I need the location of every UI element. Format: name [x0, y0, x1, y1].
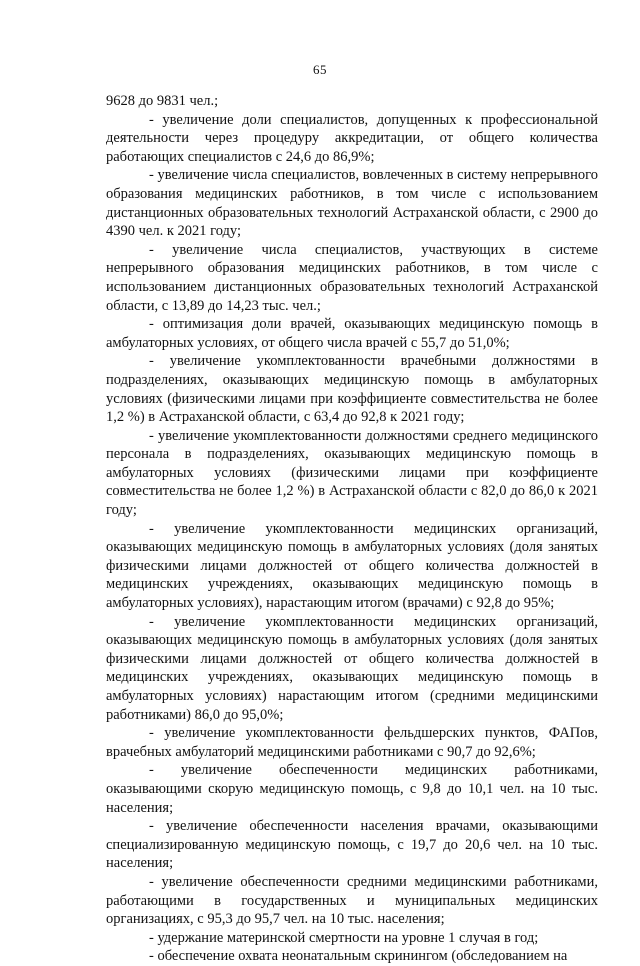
list-item: - увеличение укомплектованности должностями среднего медицинского персонала в подразделениях, оказывающих медицинскую помощь в амбулаторных условиях (физическими лицами при коэффициенте совместительства не более 1,2 %) в Астраханской области с 82,0 до 86,0 к 2021 году; [106, 427, 598, 519]
list-item: - оптимизация доли врачей, оказывающих медицинскую помощь в амбулаторных условиях, от общего числа врачей с 55,7 до 51,0%; [106, 316, 598, 351]
list-item: - увеличение укомплектованности медицинских организаций, оказывающих медицинскую помощь в амбулаторных условиях (доля занятых физическими лицами должностей от общего количества должностей в медицинских учреждениях, оказывающих медицинскую помощь в амбулаторных условиях), нарастающим итогом (врачами) с 92,8 до 95%; [106, 520, 598, 612]
list-item: - увеличение доли специалистов, допущенных к профессиональной деятельности через процедуру аккредитации, от общего количества работающих специалистов с 24,6 до 86,9%; [106, 111, 598, 165]
list-item: - увеличение укомплектованности врачебными должностями в подразделениях, оказывающих медицинскую помощь в амбулаторных условиях (физическими лицами при коэффициенте совместительства не более 1,2 %) в Астраханской области, с 63,4 до 92,8 к 2021 году; [106, 353, 598, 426]
list-item: - удержание материнской смертности на уровне 1 случая в год; [149, 929, 539, 946]
list-item: - увеличение числа специалистов, вовлеченных в систему непрерывного образования медицинских работников, в том числе с использованием дистанционных образовательных технологий Астраханской области, с 2900 до 4390 чел. к 2021 году; [106, 167, 598, 240]
list-item: - увеличение укомплектованности медицинских организаций, оказывающих медицинскую помощь в амбулаторных условиях (доля занятых физическими лицами должностей от общего количества должностей в медицинских учреждениях, оказывающих медицинскую помощь в амбулаторных условиях) нарастающим итогом (средними медицинскими работниками) 86,0 до 95,0%; [106, 613, 598, 723]
list-item: - обеспечение охвата неонатальным скринингом (обследованием на [149, 948, 568, 965]
list-item: - увеличение обеспеченности медицинских работниками, оказывающими скорую медицинскую помощь, с 9,8 до 10,1 чел. на 10 тыс. населения; [106, 762, 598, 816]
list-item: - увеличение укомплектованности фельдшерских пунктов, ФАПов, врачебных амбулаторий медицинскими работниками с 90,7 до 92,6%; [106, 725, 598, 760]
paragraph-continuation: 9628 до 9831 чел.; [106, 93, 219, 109]
list-item: - увеличение числа специалистов, участвующих в системе непрерывного образования медицинских работников, в том числе с использованием дистанционных образовательных технологий Астраханской области, с 13,89 до 14,23 тыс. чел.; [106, 241, 598, 314]
document-body [106, 92, 598, 966]
page-number: 65 [313, 62, 327, 77]
list-item: - увеличение обеспеченности средними медицинскими работниками, работающими в государственных и муниципальных медицинских организациях, с 95,3 до 95,7 чел. на 10 тыс. населения; [106, 873, 598, 928]
list-item: - увеличение обеспеченности населения врачами, оказывающими специализированную медицинскую помощь, с 19,7 до 20,6 чел. на 10 тыс. населения; [106, 818, 598, 872]
